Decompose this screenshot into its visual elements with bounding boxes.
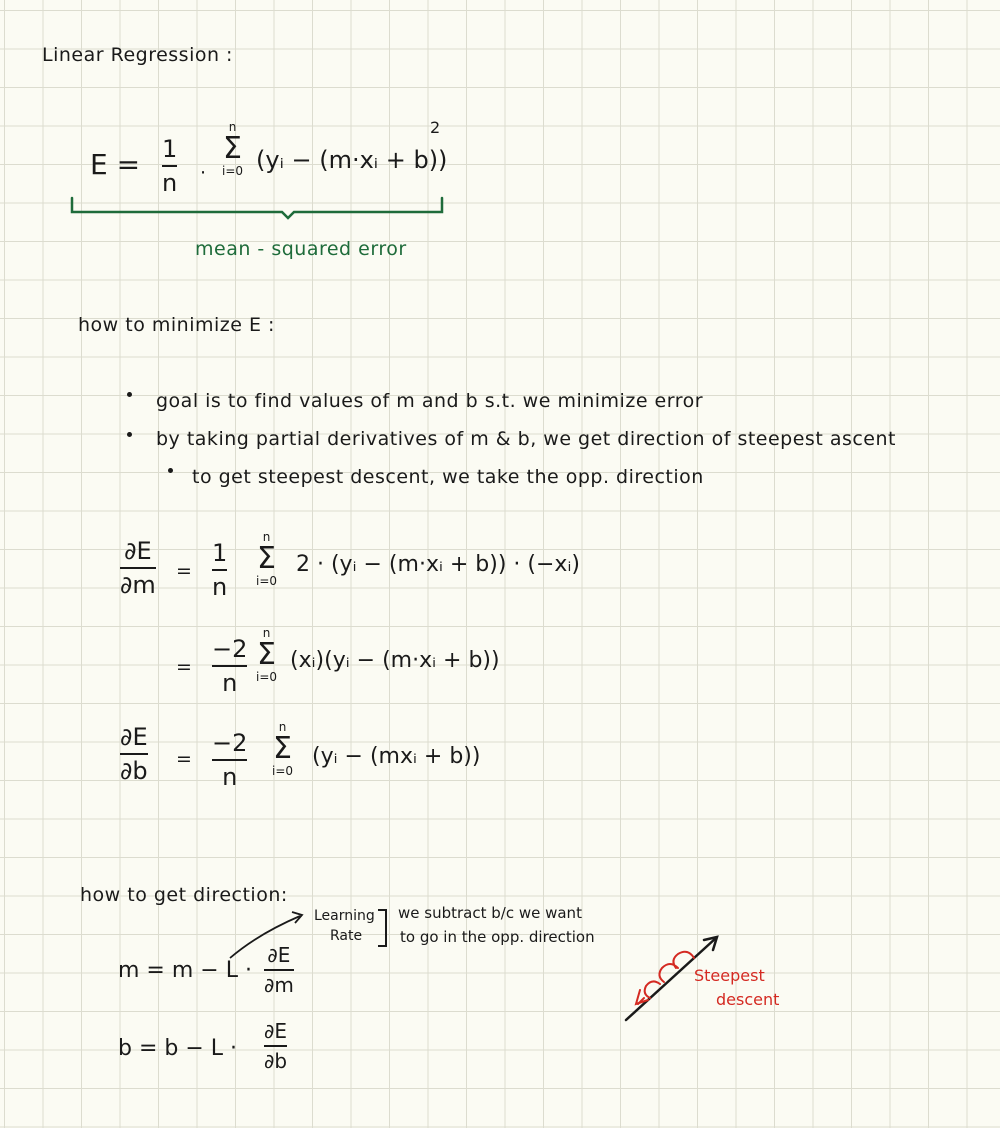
error-body: (yᵢ − (m·xᵢ + b)) [256,146,448,174]
underbrace-icon [72,198,442,218]
descent-label: Steepest [694,966,765,985]
derivative-b-body: (yᵢ − (mxᵢ + b)) [312,744,481,769]
fraction-numerator: ∂E [264,1019,288,1043]
derivative-m-simplified: (xᵢ)(yᵢ − (m·xᵢ + b)) [290,648,500,673]
subtract-note: to go in the opp. direction [400,928,595,946]
learning-rate-label: Learning [314,908,375,924]
list-item: goal is to find values of m and b s.t. we minimize error [156,390,704,412]
page-title: Linear Regression : [42,44,233,66]
sum-upper-limit: n [262,530,271,544]
fraction-denominator: ∂b [120,757,148,785]
slope-line-icon [626,938,716,1020]
fraction-numerator: ∂E [267,943,291,967]
error-lhs: E = [90,148,141,181]
descent-label: descent [716,990,780,1009]
fraction-denominator: n [222,669,238,697]
error-exponent: 2 [430,118,441,137]
fraction-numerator: ∂E [124,537,152,565]
equals-sign: = [176,748,193,770]
list-item: to get steepest descent, we take the opp. direction [192,466,704,488]
multiply-dot: · [200,162,207,184]
fraction-numerator: ∂E [120,723,148,751]
direction-heading: how to get direction: [80,884,288,906]
sum-lower-limit: i=0 [256,574,278,588]
fraction-numerator: −2 [212,729,248,757]
fraction-denominator: ∂m [264,973,294,997]
subtract-note: we subtract b/c we want [398,904,582,922]
equals-sign: = [176,560,193,582]
update-b-lhs: b = b − L · [118,1036,238,1061]
sigma-symbol: Σ [273,731,292,766]
equals-sign: = [176,656,193,678]
learning-rate-label: Rate [330,928,363,944]
sum-upper-limit: n [278,720,287,734]
fraction-denominator: n [162,169,178,197]
sigma-symbol: Σ [257,637,276,672]
mse-label: mean - squared error [195,238,407,260]
fraction-denominator: n [212,573,228,601]
fraction-numerator: −2 [212,635,248,663]
fraction-numerator: 1 [212,539,228,567]
sigma-symbol: Σ [257,541,276,576]
sum-lower-limit: i=0 [272,764,294,778]
sum-lower-limit: i=0 [222,164,244,178]
fraction-denominator: ∂b [264,1049,288,1073]
bracket-icon [378,910,386,946]
update-m-lhs: m = m − L · [118,958,252,983]
derivative-m-body: 2 · (yᵢ − (m·xᵢ + b)) · (−xᵢ) [296,552,580,577]
fraction-denominator: ∂m [120,571,156,599]
sum-upper-limit: n [228,120,237,134]
sigma-symbol: Σ [223,131,242,166]
minimize-heading: how to minimize E : [78,314,275,336]
sum-upper-limit: n [262,626,271,640]
fraction-numerator: 1 [162,135,178,163]
list-item: by taking partial derivatives of m & b, we get direction of steepest ascent [156,428,896,450]
fraction-denominator: n [222,763,238,791]
descent-steps-icon [638,952,694,1004]
sum-lower-limit: i=0 [256,670,278,684]
pointer-arrow-icon [230,916,300,958]
